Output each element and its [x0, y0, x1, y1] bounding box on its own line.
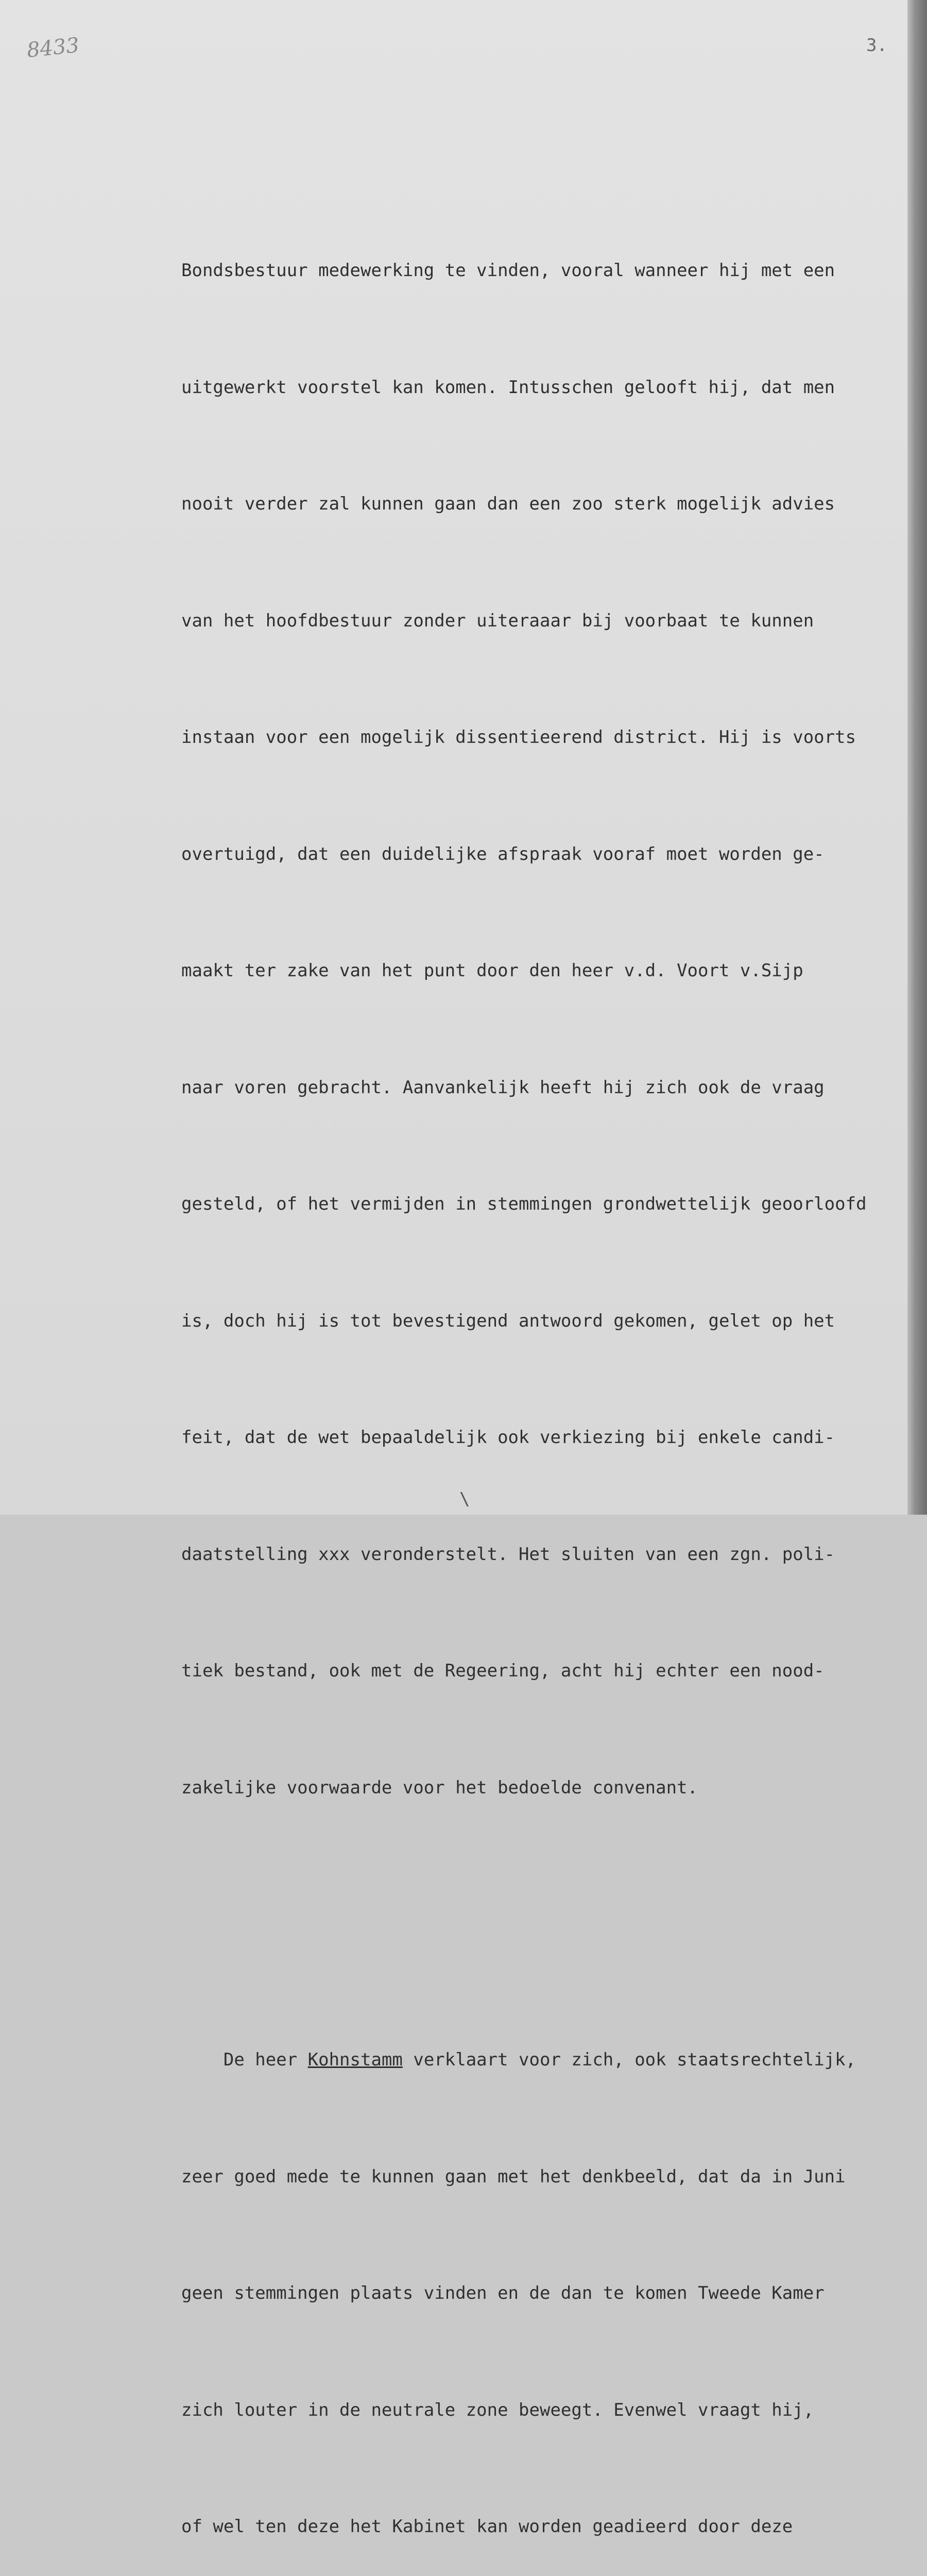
- handwritten-annotation: 8433: [25, 33, 80, 63]
- paragraph-1: [181, 174, 907, 1885]
- text-line: daatstelling xxx veronderstelt. Het sluiten van een zgn. poli-: [181, 1544, 835, 1565]
- text-line: instaan voor een mogelijk dissentieerend district. Hij is voorts: [181, 727, 856, 748]
- text-run: verklaart voor zich, ook staatsrechtelijk,: [402, 2049, 856, 2070]
- text-line: nooit verder zal kunnen gaan dan een zoo sterk mogelijk advies: [181, 494, 835, 514]
- text-line: uitgewerkt voorstel kan komen. Intusschen gelooft hij, dat men: [181, 377, 835, 398]
- bottom-mark: \: [459, 1489, 470, 1510]
- text-line: maakt ter zake van het punt door den heer v.d. Voort v.Sijp: [181, 960, 803, 981]
- indent: De heer: [181, 2049, 308, 2070]
- page-edge-shadow: [907, 0, 927, 1515]
- text-line: zich louter in de neutrale zone beweegt. Evenwel vraagt hij,: [181, 2399, 814, 2420]
- text-line: van het hoofdbestuur zonder uiteraaar bij voorbaat te kunnen: [181, 610, 814, 631]
- text-line: of wel ten deze het Kabinet kan worden geadieerd door deze: [181, 2516, 793, 2537]
- speaker-name-kohnstamm: Kohnstamm: [307, 2049, 403, 2070]
- text-line: gesteld, of het vermijden in stemmingen grondwettelijk geoorloofd: [181, 1194, 867, 1214]
- typed-text-body: [181, 96, 907, 2576]
- text-line: naar voren gebracht. Aanvankelijk heeft hij zich ook de vraag: [181, 1077, 825, 1098]
- text-line: feit, dat de wet bepaaldelijk ook verkiezing bij enkele candi-: [181, 1427, 835, 1448]
- text-line: Bondsbestuur medewerking te vinden, vooral wanneer hij met een: [181, 260, 835, 281]
- text-line: geen stemmingen plaats vinden en de dan te komen Tweede Kamer: [181, 2283, 825, 2303]
- text-line: tiek bestand, ook met de Regeering, acht hij echter een nood-: [181, 1660, 825, 1681]
- paragraph-2: [181, 1963, 907, 2576]
- text-line: zeer goed mede te kunnen gaan met het denkbeeld, dat da in Juni: [181, 2166, 846, 2187]
- text-line: overtuigd, dat een duidelijke afspraak vooraf moet worden ge-: [181, 843, 825, 865]
- page-number: 3.: [866, 35, 887, 56]
- text-line: is, doch hij is tot bevestigend antwoord gekomen, gelet op het: [181, 1310, 835, 1331]
- text-line: zakelijke voorwaarde voor het bedoelde convenant.: [181, 1777, 698, 1798]
- text-line: [181, 2041, 907, 2080]
